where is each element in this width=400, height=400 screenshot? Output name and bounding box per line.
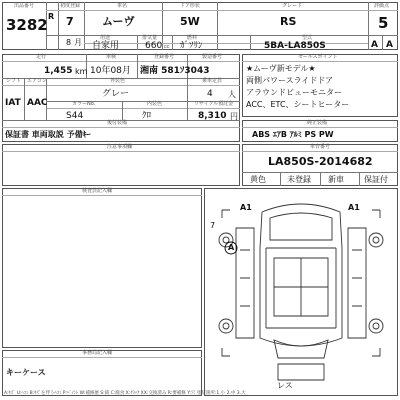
report-label: 事務局記入欄 (82, 350, 113, 356)
reg-month-unit: 月 (74, 38, 82, 47)
mileage-label: 走行 (36, 54, 47, 60)
reg-era: R (48, 12, 55, 21)
damage-legend: A:ｷｽﾞ U:ﾍｺﾐ B:ｷｽﾞを伴うﾍｺﾐ P:ﾍﾟｲﾝﾄ W:補修歴 S:錆 C:腐食 X:ｸﾗｯｸ XX:交換済み R:要補修 Y:穴 塗装箇所:1.小 2.中 3.大 (4, 391, 246, 396)
fuel-label: 燃料 (187, 35, 198, 41)
mfg-label: 製造番号 (202, 54, 223, 60)
report-text: キーケース (6, 368, 46, 377)
inspector-label: 検査員記入欄 (82, 188, 113, 194)
score: 5 (378, 14, 389, 32)
car-name: ムーヴ (102, 15, 135, 28)
int-color: ｸﾛ (142, 111, 152, 121)
use-label: 用途 (100, 35, 111, 41)
color-label: 外装色 (110, 78, 126, 84)
score-label: 評価点 (374, 3, 390, 9)
grade-label: グレード (282, 3, 303, 9)
seats-value: 4 (207, 89, 213, 99)
recycle-value: 8,310 (198, 111, 227, 121)
frame-number: LA850S-2014682 (268, 155, 373, 168)
extra-label: 後付装備 (107, 120, 128, 126)
lot-label: 出品番号 (14, 3, 35, 9)
lot-number: 3282 (6, 16, 48, 34)
recycle-label: リサイクル預託金 (194, 101, 234, 107)
seats-label: 乗車定員 (202, 78, 223, 84)
shift-value: IAT (5, 98, 21, 108)
seats-unit: 人 (228, 90, 236, 99)
door-type: 5W (180, 15, 200, 28)
use-value: 自家用 (92, 41, 120, 51)
sales-line-1: ★ムーヴ新モデル★ (246, 64, 316, 73)
shift-label: シフト (6, 78, 22, 84)
damage-a1-left: A1 (240, 203, 252, 212)
disp-label: 排気量 (142, 35, 158, 41)
color-value: グレー (102, 89, 130, 99)
reg-year: 7 (66, 15, 74, 28)
extra-equipment: 保証書 車両取説 予備ｷｰ (5, 130, 91, 139)
sales-line-2: 両側パワースライドドア (246, 76, 334, 85)
option-4: 保証付 (364, 175, 388, 184)
model-label: 型式 (302, 35, 313, 41)
bracket-open: 7 (210, 221, 216, 230)
frame-label: 車台番号 (310, 144, 331, 150)
ac-value: AAC (27, 98, 48, 108)
door-label: ドア形状 (180, 3, 200, 9)
recycle-unit: 円 (230, 112, 238, 121)
plate-number: 湘南 581ｿ3043 (140, 66, 210, 76)
displacement: 660 (145, 41, 163, 51)
damage-a-left: A (228, 243, 235, 252)
interior-grade: A (386, 40, 393, 50)
color-no-label: カラーNo. (72, 101, 96, 107)
sales-line-3: アラウンドビューモニター (246, 88, 342, 97)
fuel: ｶﾞｿﾘﾝ (180, 41, 203, 51)
mileage-value: 1,455 (44, 66, 73, 76)
equipment-label: 純正装備 (307, 120, 328, 126)
auction-sheet (2, 2, 398, 398)
grade: RS (280, 15, 297, 28)
sales-label: セールスポイント (298, 54, 338, 60)
notes-label: 注意事項欄 (107, 144, 133, 150)
plate-label: 登録番号 (154, 54, 175, 60)
reg-month: 8 (66, 38, 72, 47)
int-color-label: 内装色 (147, 101, 163, 107)
disp-unit: cc (164, 44, 170, 50)
option-2: 未登録 (287, 175, 311, 184)
bottom-label: レス (277, 381, 293, 390)
reg-label: 初度登録 (60, 3, 81, 9)
equipment-items: ABS ｴｱB ｱﾙﾐ PS PW (252, 130, 334, 139)
car-name-label: 車名 (117, 3, 128, 9)
color-no: S44 (66, 111, 84, 121)
option-1: 黄色 (250, 175, 266, 184)
inspector-block (2, 188, 202, 348)
mileage-unit: km (75, 67, 88, 76)
damage-a1-right: A1 (348, 203, 360, 212)
model-code: 5BA-LA850S (264, 41, 326, 51)
exterior-grade: A (371, 40, 378, 50)
shaken-label: 車検 (106, 54, 117, 60)
sales-line-4: ACC、ETC、シートヒーター (246, 100, 350, 109)
car-diagram (204, 188, 398, 396)
shaken-value: 10年08月 (90, 66, 131, 76)
option-3: 新車 (328, 175, 344, 184)
ac-label: エアコン (27, 78, 47, 84)
